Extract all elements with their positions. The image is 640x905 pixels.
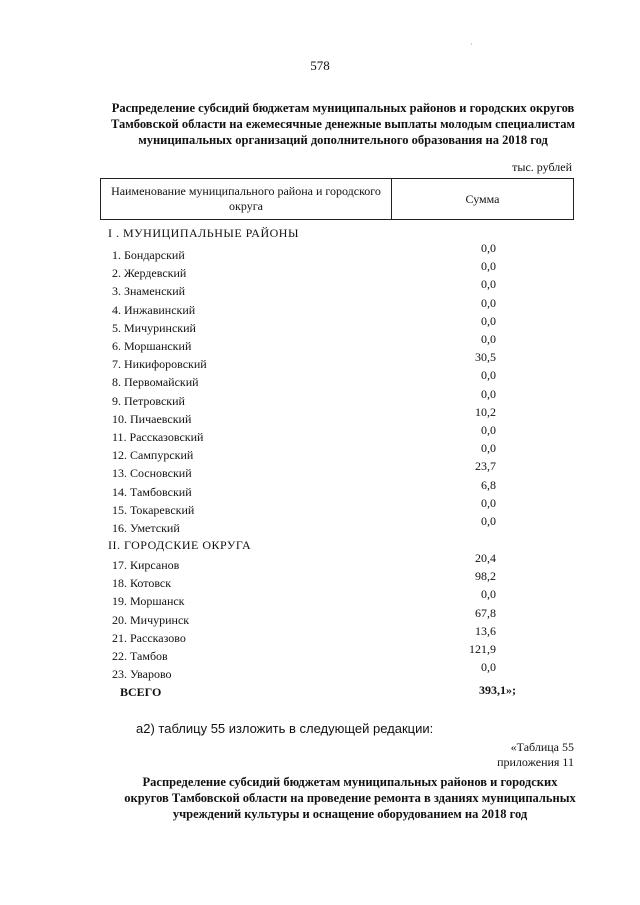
row-name: 11. Рассказовский bbox=[112, 430, 204, 444]
row-value: 0,0 bbox=[481, 259, 496, 274]
row-value: 121,9 bbox=[469, 642, 496, 656]
row-value: 0,0 bbox=[481, 241, 496, 255]
row-value: 0,0 bbox=[481, 386, 496, 401]
table-row bbox=[112, 477, 532, 503]
row-value: 10,2 bbox=[475, 404, 496, 419]
row-value: 0,0 bbox=[481, 277, 496, 292]
row-value: 20,4 bbox=[475, 551, 496, 565]
next-table-title: Распределение субсидий бюджетам муниципальных районов и городских округов Тамбовской области на проведение ремонта в зданиях муниципальных учреждений культуры и оснащение оборудованием на 2018 год bbox=[124, 775, 576, 821]
table-row bbox=[112, 459, 532, 484]
row-name: 13. Сосновский bbox=[112, 466, 192, 481]
table-row bbox=[112, 368, 532, 393]
row-value: 30,5 bbox=[475, 350, 496, 365]
row-name: 16. Уметский bbox=[112, 521, 180, 535]
row-name: 7. Никифоровский bbox=[112, 357, 207, 372]
table-reference bbox=[497, 740, 574, 770]
row-value: 0,0 bbox=[481, 368, 496, 383]
units-label: тыс. рублей bbox=[512, 160, 572, 174]
row-name: 17. Кирсанов bbox=[112, 558, 180, 572]
table-header bbox=[100, 178, 574, 220]
table-row bbox=[112, 404, 532, 430]
table-row bbox=[112, 605, 532, 631]
row-value: 67,8 bbox=[475, 605, 496, 620]
row-name: 5. Мичуринский bbox=[112, 320, 196, 335]
total-value: 393,1»; bbox=[479, 683, 516, 697]
section-city-districts: II. ГОРОДСКИЕ ОКРУГА bbox=[108, 538, 252, 552]
table-row bbox=[112, 295, 532, 321]
row-name: 10. Пичаевский bbox=[112, 411, 192, 426]
table-row bbox=[112, 441, 532, 466]
table-row bbox=[112, 423, 532, 448]
table-row bbox=[112, 514, 532, 539]
header-col-name: Наименование муниципального района и городского округа bbox=[101, 179, 392, 219]
table-row bbox=[112, 495, 532, 521]
row-name: 6. Моршанский bbox=[112, 339, 192, 353]
row-name: 18. Котовск bbox=[112, 576, 172, 591]
row-value: 0,0 bbox=[481, 495, 496, 510]
table-row bbox=[112, 259, 532, 284]
amendment-instruction: а2) таблицу 55 изложить в следующей редакции: bbox=[136, 721, 434, 736]
row-name: 21. Рассказово bbox=[112, 630, 186, 645]
section-municipal-districts: I . МУНИЦИПАЛЬНЫЕ РАЙОНЫ bbox=[108, 226, 299, 240]
table-row bbox=[112, 642, 532, 667]
table-title: Распределение субсидий бюджетам муниципальных районов и городских округов Тамбовской области на ежемесячные денежные выплаты молодым специалистам муниципальных организаций дополнительного образования на 2018 год bbox=[110, 101, 576, 147]
table-row bbox=[112, 660, 532, 685]
row-value: 23,7 bbox=[475, 459, 496, 474]
row-value: 6,8 bbox=[481, 477, 496, 492]
table-row bbox=[112, 241, 532, 266]
row-name: 14. Тамбовский bbox=[112, 484, 192, 499]
row-value: 0,0 bbox=[481, 295, 496, 310]
table-ref-line1: «Таблица 55 bbox=[510, 740, 574, 754]
row-name: 12. Сампурский bbox=[112, 448, 194, 463]
row-name: 19. Моршанск bbox=[112, 594, 185, 609]
row-value: 0,0 bbox=[481, 332, 496, 346]
table-row bbox=[112, 386, 532, 412]
table-row bbox=[112, 587, 532, 612]
table-row bbox=[112, 313, 532, 339]
row-value: 0,0 bbox=[481, 660, 496, 675]
header-col-sum: Сумма bbox=[465, 191, 500, 206]
row-value: 98,2 bbox=[475, 569, 496, 584]
row-name: 20. Мичуринск bbox=[112, 612, 190, 627]
row-value: 0,0 bbox=[481, 441, 496, 456]
row-name: 3. Знаменский bbox=[112, 284, 186, 299]
total-row bbox=[120, 685, 540, 703]
row-value: 0,0 bbox=[481, 313, 496, 328]
row-value: 0,0 bbox=[481, 423, 496, 437]
row-name: 4. Инжавинский bbox=[112, 302, 196, 317]
row-value: 0,0 bbox=[481, 587, 496, 602]
row-name: 23. Уварово bbox=[112, 667, 172, 682]
row-value: 13,6 bbox=[475, 623, 496, 638]
table-row bbox=[112, 551, 532, 576]
page-number: 578 bbox=[310, 58, 330, 73]
row-name: 8. Первомайский bbox=[112, 375, 199, 390]
scan-mark: · bbox=[470, 40, 473, 49]
row-name: 15. Токаревский bbox=[112, 502, 195, 517]
row-name: 2. Жердевский bbox=[112, 266, 187, 281]
row-value: 0,0 bbox=[481, 514, 496, 528]
total-label: ВСЕГО bbox=[120, 685, 162, 699]
row-name: 22. Тамбов bbox=[112, 649, 168, 663]
row-name: 1. Бондарский bbox=[112, 248, 185, 262]
table-row bbox=[112, 350, 532, 375]
row-name: 9. Петровский bbox=[112, 393, 185, 408]
table-row bbox=[112, 277, 532, 302]
table-ref-line2: приложения 11 bbox=[497, 755, 574, 769]
table-row bbox=[112, 569, 532, 594]
table-row bbox=[112, 332, 532, 357]
